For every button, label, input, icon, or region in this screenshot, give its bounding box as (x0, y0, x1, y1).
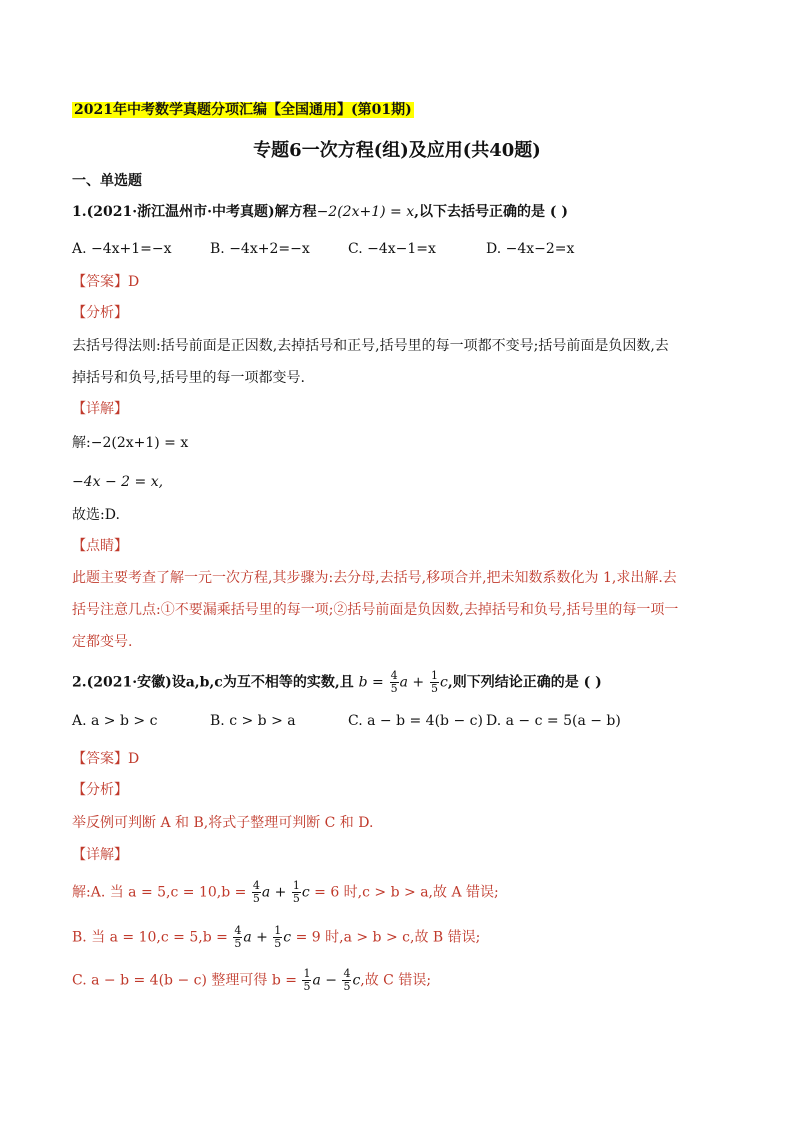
q2-analysis-label (72, 781, 128, 799)
fraction-denominator: 5 (234, 937, 242, 950)
q1-option-b: B. −4x+2=−x (210, 241, 310, 257)
q1-comment-label (72, 537, 128, 555)
detail-text: = 6 时,c > b > a,故 A 错误; (314, 884, 499, 901)
detail-text: ,故 C 错误; (360, 972, 432, 989)
fraction-numerator: 4 (390, 669, 398, 682)
detail-text: B. 当 a = 10,c = 5,b = (72, 929, 228, 946)
detail-label: 【详解】 (72, 401, 128, 417)
q2-answer (72, 750, 139, 768)
series-banner: 2021年中考数学真题分项汇编【全国通用】(第01期) (74, 102, 412, 118)
detail-variable: c (352, 972, 361, 989)
q1-answer (72, 273, 139, 291)
fraction-denominator: 5 (343, 980, 351, 993)
banner-line (72, 101, 414, 119)
fraction-numerator: 4 (234, 924, 242, 937)
fraction-numerator: 1 (292, 879, 300, 892)
fraction (302, 968, 311, 993)
q1-detail-label (72, 400, 128, 418)
answer-label: 【答案】 (72, 274, 128, 290)
answer-value: D (128, 274, 140, 290)
q1-detail-line-2: −4x − 2 = x, (72, 474, 164, 490)
q2-detail-line-c (72, 968, 431, 993)
q2-stem (72, 670, 602, 695)
q2-stem-var2: c (440, 674, 448, 691)
q1-comment-line-1: 此题主要考查了解一元一次方程,其步骤为:去分母,去括号,移项合并,把未知数系数化为 1,求出解.去 (72, 570, 677, 586)
q2-option-d: D. a − c = 5(a − b) (486, 713, 621, 729)
detail-text: 解:A. 当 a = 5,c = 10,b = (72, 884, 247, 901)
detail-variable: c (301, 884, 310, 901)
section-heading: 一、单选题 (72, 173, 142, 189)
q2-stem-b: b = (358, 674, 384, 691)
fraction-numerator: 1 (303, 967, 311, 980)
q2-detail-label (72, 846, 128, 864)
q2-option-b: B. c > b > a (210, 713, 296, 729)
fraction-numerator: 4 (343, 967, 351, 980)
fraction (233, 925, 242, 950)
analysis-label: 【分析】 (72, 305, 128, 321)
analysis-label: 【分析】 (72, 782, 128, 798)
q2-stem-suffix: ,则下列结论正确的是 ( ) (447, 674, 602, 691)
q2-stem-var1: a + (399, 674, 425, 691)
q1-comment-line-3: 定都变号. (72, 634, 133, 650)
fraction-denominator: 5 (431, 682, 439, 695)
q1-analysis-label (72, 304, 128, 322)
detail-variable: a − (312, 972, 337, 989)
page-title: 专题6一次方程(组)及应用(共40题) (253, 140, 541, 161)
q1-stem (72, 203, 568, 221)
detail-label: 【详解】 (72, 847, 128, 863)
q2-stem-prefix: 2.(2021·安徽)设a,b,c为互不相等的实数,且 (72, 674, 354, 691)
q1-analysis-line-1: 去括号得法则:括号前面是正因数,去掉括号和正号,括号里的每一项都不变号;括号前面是负因数,去 (72, 338, 669, 354)
detail-variable: a + (243, 929, 268, 946)
fraction-denominator: 5 (292, 892, 300, 905)
answer-label: 【答案】 (72, 751, 128, 767)
detail-variable: c (283, 929, 292, 946)
fraction-numerator: 4 (252, 879, 260, 892)
fraction-numerator: 1 (274, 924, 282, 937)
fraction (273, 925, 282, 950)
comment-label: 【点睛】 (72, 538, 128, 554)
q1-option-a: A. −4x+1=−x (72, 241, 172, 257)
q1-stem-suffix: ,以下去括号正确的是 ( ) (414, 204, 568, 220)
detail-text: C. a − b = 4(b − c) 整理可得 b = (72, 972, 297, 989)
q2-stem-fraction-1 (390, 670, 399, 695)
q2-detail-line-a (72, 880, 499, 905)
q1-detail-line-1: 解:−2(2x+1) = x (72, 435, 189, 451)
answer-value: D (128, 751, 140, 767)
detail-text: = 9 时,a > b > c,故 B 错误; (295, 929, 481, 946)
fraction-numerator: 1 (431, 669, 439, 682)
q1-stem-prefix: 1.(2021·浙江温州市·中考真题)解方程 (72, 204, 317, 220)
q1-option-d: D. −4x−2=x (486, 241, 575, 257)
q1-option-c: C. −4x−1=x (348, 241, 436, 257)
fraction (292, 880, 301, 905)
q1-comment-line-2: 括号注意几点:①不要漏乘括号里的每一项;②括号前面是负因数,去掉括号和负号,括号里的每一项一 (72, 602, 679, 618)
fraction-denominator: 5 (274, 937, 282, 950)
q2-analysis-line: 举反例可判断 A 和 B,将式子整理可判断 C 和 D. (72, 815, 374, 831)
q1-detail-line-3: 故选:D. (72, 507, 120, 523)
q2-detail-line-b (72, 925, 480, 950)
fraction-denominator: 5 (252, 892, 260, 905)
fraction (342, 968, 351, 993)
q1-stem-equation: −2(2x+1) = x (316, 204, 415, 220)
fraction-denominator: 5 (303, 980, 311, 993)
q2-option-c: C. a − b = 4(b − c) (348, 713, 483, 729)
detail-variable: a + (261, 884, 287, 901)
q2-option-a: A. a > b > c (72, 713, 158, 729)
fraction (252, 880, 261, 905)
q2-stem-fraction-2 (430, 670, 439, 695)
q1-analysis-line-2: 掉括号和负号,括号里的每一项都变号. (72, 370, 305, 386)
fraction-denominator: 5 (390, 682, 398, 695)
